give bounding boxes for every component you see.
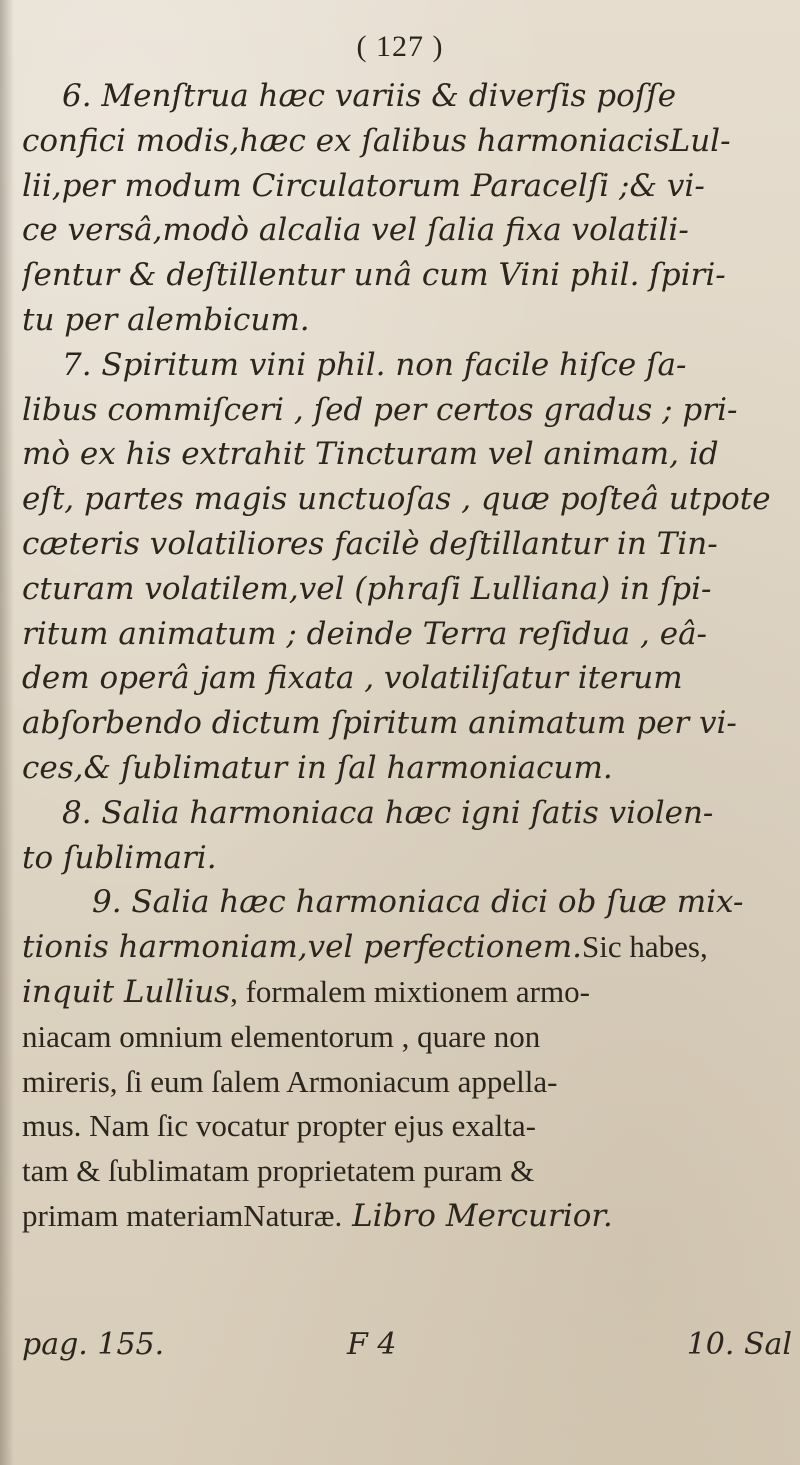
text-line <box>22 164 792 209</box>
text-line <box>22 746 792 791</box>
text-line-main: 8. Salia harmoniaca hæc igni ſatis violen- <box>62 794 714 831</box>
catchword: 10. Sal <box>686 1327 792 1362</box>
text-line-main: to ſublimari. <box>22 839 217 876</box>
text-line-main: inquit Lullius <box>22 973 231 1010</box>
text-line-main: libus commiſceri , ſed per certos gradus ; pri- <box>22 391 738 428</box>
text-line-main: dem operâ jam fixata , volatiliſatur iterum <box>22 660 683 697</box>
text-line <box>22 612 792 657</box>
text-line <box>22 477 792 522</box>
text-line <box>22 343 792 388</box>
text-line-main: mireris, ſi eum ſalem Armoniacum appella- <box>22 1063 558 1099</box>
text-line-main: ce versâ,modò alcalia vel ſalia fixa volatili- <box>22 212 689 249</box>
page-gutter-shadow <box>0 0 14 1465</box>
text-line-main: eſt, partes magis unctuoſas , quæ poſteâ utpote <box>22 481 771 518</box>
text-line <box>22 701 792 746</box>
text-line-main: abſorbendo dictum ſpiritum animatum per vi- <box>22 705 737 742</box>
text-line <box>22 1060 792 1105</box>
text-line-main: tionis harmoniam,vel perfectionem. <box>22 929 583 966</box>
text-line-tail: , formalem mixtionem armo- <box>230 973 590 1009</box>
signature-mark: F 4 <box>347 1327 397 1362</box>
text-line-main: cturam volatilem,vel (phraſi Lulliana) in ſpi- <box>22 570 712 607</box>
text-line <box>22 567 792 612</box>
text-line <box>22 522 792 567</box>
text-line <box>22 656 792 701</box>
text-line <box>22 1104 792 1149</box>
text-line-main: ces,& ſublimatur in ſal harmoniacum. <box>22 749 613 786</box>
text-line-main: lii,per modum Circulatorum Paracelſi ;& vi- <box>22 167 705 204</box>
page-footer <box>22 1327 792 1367</box>
text-line <box>22 1194 792 1239</box>
text-line-main: ſentur & deſtillentur unâ cum Vini phil. ſpiri- <box>22 257 726 294</box>
text-line-tail: Sic habes, <box>582 929 708 965</box>
text-line <box>22 253 792 298</box>
text-line-main: confici modis,hæc ex ſalibus harmoniacisLul- <box>22 122 731 159</box>
text-line-main: primam materiamNaturæ. <box>22 1197 343 1233</box>
text-line <box>22 74 792 119</box>
text-line <box>22 836 792 881</box>
text-line-main: tam & ſublimatam proprietatem puram & <box>22 1153 535 1189</box>
text-line <box>22 1149 792 1194</box>
text-line-tail: Libro Mercurior. <box>342 1197 613 1234</box>
text-line-main: mus. Nam ſic vocatur propter ejus exalta- <box>22 1108 536 1144</box>
text-line <box>22 925 792 970</box>
text-line <box>22 298 792 343</box>
text-line-main: cæteris volatiliores facilè deſtillantur in Tin- <box>22 525 718 562</box>
text-line-main: 6. Menſtrua hæc variis & diverſis poſſe <box>62 78 677 114</box>
text-line <box>22 880 792 925</box>
text-line <box>22 791 792 836</box>
text-line-main: tu per alembicum. <box>22 301 310 338</box>
body-text <box>22 74 792 1239</box>
text-line-main: niacam omnium elementorum , quare non <box>22 1018 541 1054</box>
text-line <box>22 1015 792 1060</box>
text-line <box>22 119 792 164</box>
text-line <box>22 388 792 433</box>
text-line <box>22 432 792 477</box>
footer-reference: pag. 155. <box>22 1327 165 1362</box>
text-line-main: 7. Spiritum vini phil. non facile hiſce ſa- <box>62 346 687 383</box>
page-number-header: ( 127 ) <box>356 30 444 63</box>
text-line <box>22 208 792 253</box>
text-line-main: mò ex his extrahit Tincturam vel animam, id <box>22 436 719 473</box>
text-line-main: ritum animatum ; deinde Terra reſidua , eâ- <box>22 615 708 652</box>
text-line <box>22 970 792 1015</box>
text-line-main: 9. Salia hæc harmoniaca dici ob ſuæ mix- <box>92 884 744 921</box>
